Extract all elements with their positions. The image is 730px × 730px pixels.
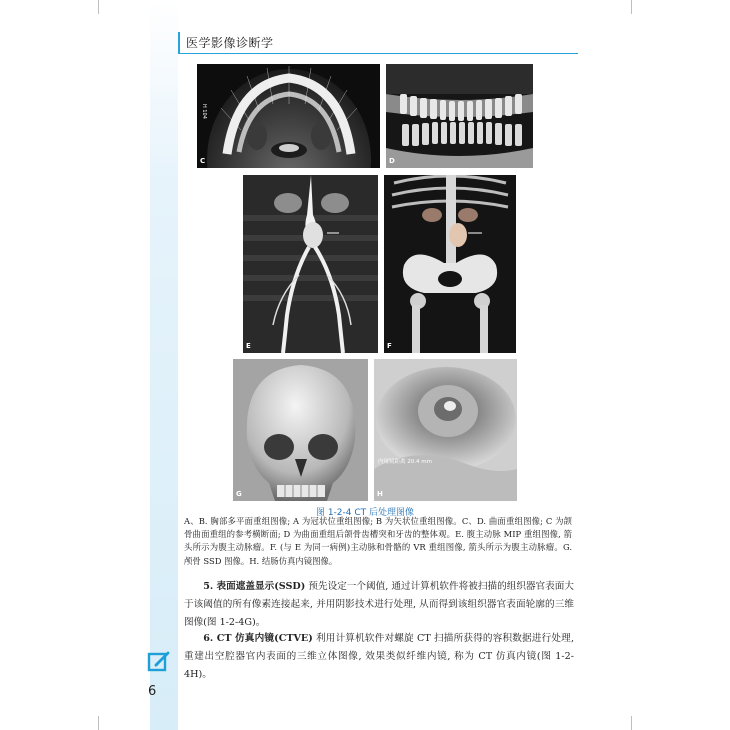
paragraph-heading: 5. 表面遮盖显示(SSD) xyxy=(203,581,306,592)
page-side-band xyxy=(150,0,178,730)
figure-panel-e xyxy=(243,175,378,353)
running-header: 医学影像诊断学 xyxy=(186,36,274,50)
figure-panel-c xyxy=(197,64,380,168)
panel-letter-g: G xyxy=(236,490,242,498)
figure-panel-h xyxy=(374,359,517,501)
crop-mark xyxy=(98,716,99,730)
crop-mark xyxy=(98,0,99,14)
paragraph-ssd xyxy=(184,578,574,632)
panel-letter-c: C xyxy=(200,157,206,165)
page-number: 6 xyxy=(148,684,157,699)
panel-letter-f: F xyxy=(387,342,392,350)
note-edit-icon xyxy=(146,650,172,674)
figure-panel-d xyxy=(386,64,533,168)
paragraph-ctve xyxy=(184,630,574,684)
figure-caption-body: A、B. 胸部多平面重组图像; A 为冠状位重组图像; B 为矢状位重组图像。C、D. 曲面重组图像; C 为颌骨曲面重组的参考横断面; D 为曲面重组后颌骨齿槽突和牙齿的整体观。E. 腹主动脉 MIP 重组图像, 箭头所示为腹主动脉瘤。F. (与 E 为同一病例)主动脉和骨骼的 VR 重组图像, 箭头所示为腹主动脉瘤。G. 颅骨 SSD 图像。H. 结肠仿真内镜图像。 xyxy=(184,516,572,566)
figure-caption-title: 图 1-2-4 CT 后处理图像 xyxy=(315,508,415,518)
panel-c-side-text: H 104 xyxy=(201,104,207,119)
header-rule xyxy=(178,53,578,54)
panel-letter-e: E xyxy=(246,342,251,350)
panel-h-distance-label: 内窥镜距离 20.4 mm xyxy=(378,459,432,465)
paragraph-heading: 6. CT 仿真内镜(CTVE) xyxy=(203,633,313,644)
figure-panel-g xyxy=(233,359,368,501)
figure-panel-f xyxy=(384,175,516,353)
panel-letter-d: D xyxy=(389,157,395,165)
crop-mark xyxy=(631,716,632,730)
crop-mark xyxy=(631,0,632,14)
paragraph-body: 利用计算机软件对螺旋 CT 扫描所获得的容积数据进行处理, 重建出空腔器官内表面的三维立体图像, 效果类似纤维内镜, 称为 CT 仿真内镜(图 1-2-4H)。 xyxy=(184,633,574,680)
panel-letter-h: H xyxy=(377,490,383,498)
header-accent-bar xyxy=(178,32,180,54)
paragraph-body: 预先设定一个阈值, 通过计算机软件将被扫描的组织器官表面大于该阈值的所有像素连接起来, 并用阴影技术进行处理, 从而得到该组织器官表面轮廓的三维图像(图 1-2-4G)。 xyxy=(184,581,574,628)
